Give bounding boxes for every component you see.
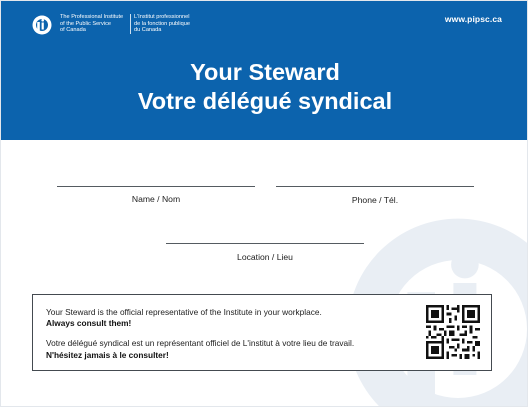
info-english-text: Your Steward is the official representative of the Institute in your workplace.: [46, 307, 322, 317]
website-link[interactable]: www.pipsc.ca: [444, 14, 502, 24]
phone-field-line[interactable]: [276, 186, 474, 187]
org-en-line: The Professional Institute: [60, 14, 124, 20]
org-name-french: [130, 14, 210, 34]
name-field-line[interactable]: [57, 186, 255, 187]
info-box: [32, 294, 492, 371]
header-banner: [1, 1, 528, 140]
org-fr-line: de la fonction publique: [134, 20, 190, 27]
org-fr-line: L'Institut professionnel: [134, 14, 190, 20]
title-french: Votre délégué syndical: [137, 88, 393, 114]
info-french-text: Votre délégué syndical est un représentant officiel de L'institut à votre lieu de travail.: [46, 338, 355, 349]
location-field-line[interactable]: [166, 243, 364, 244]
location-label: Location / Lieu: [237, 252, 293, 262]
org-en-line: of Canada: [60, 27, 86, 34]
org-fr-line: du Canada: [134, 27, 162, 34]
info-french-bold: N'hésitez jamais à le consulter!: [46, 349, 169, 360]
title-english: Your Steward: [190, 59, 340, 85]
org-en-line: of the Public Service: [60, 20, 111, 27]
org-name-english: [60, 14, 128, 34]
pipsc-logo-icon: [32, 15, 52, 35]
qr-code-icon[interactable]: [426, 305, 480, 359]
info-english-bold: Always consult them!: [46, 318, 132, 329]
name-label: Name / Nom: [131, 194, 181, 204]
info-text: [46, 307, 416, 361]
phone-label: Phone / Tél.: [351, 195, 399, 205]
